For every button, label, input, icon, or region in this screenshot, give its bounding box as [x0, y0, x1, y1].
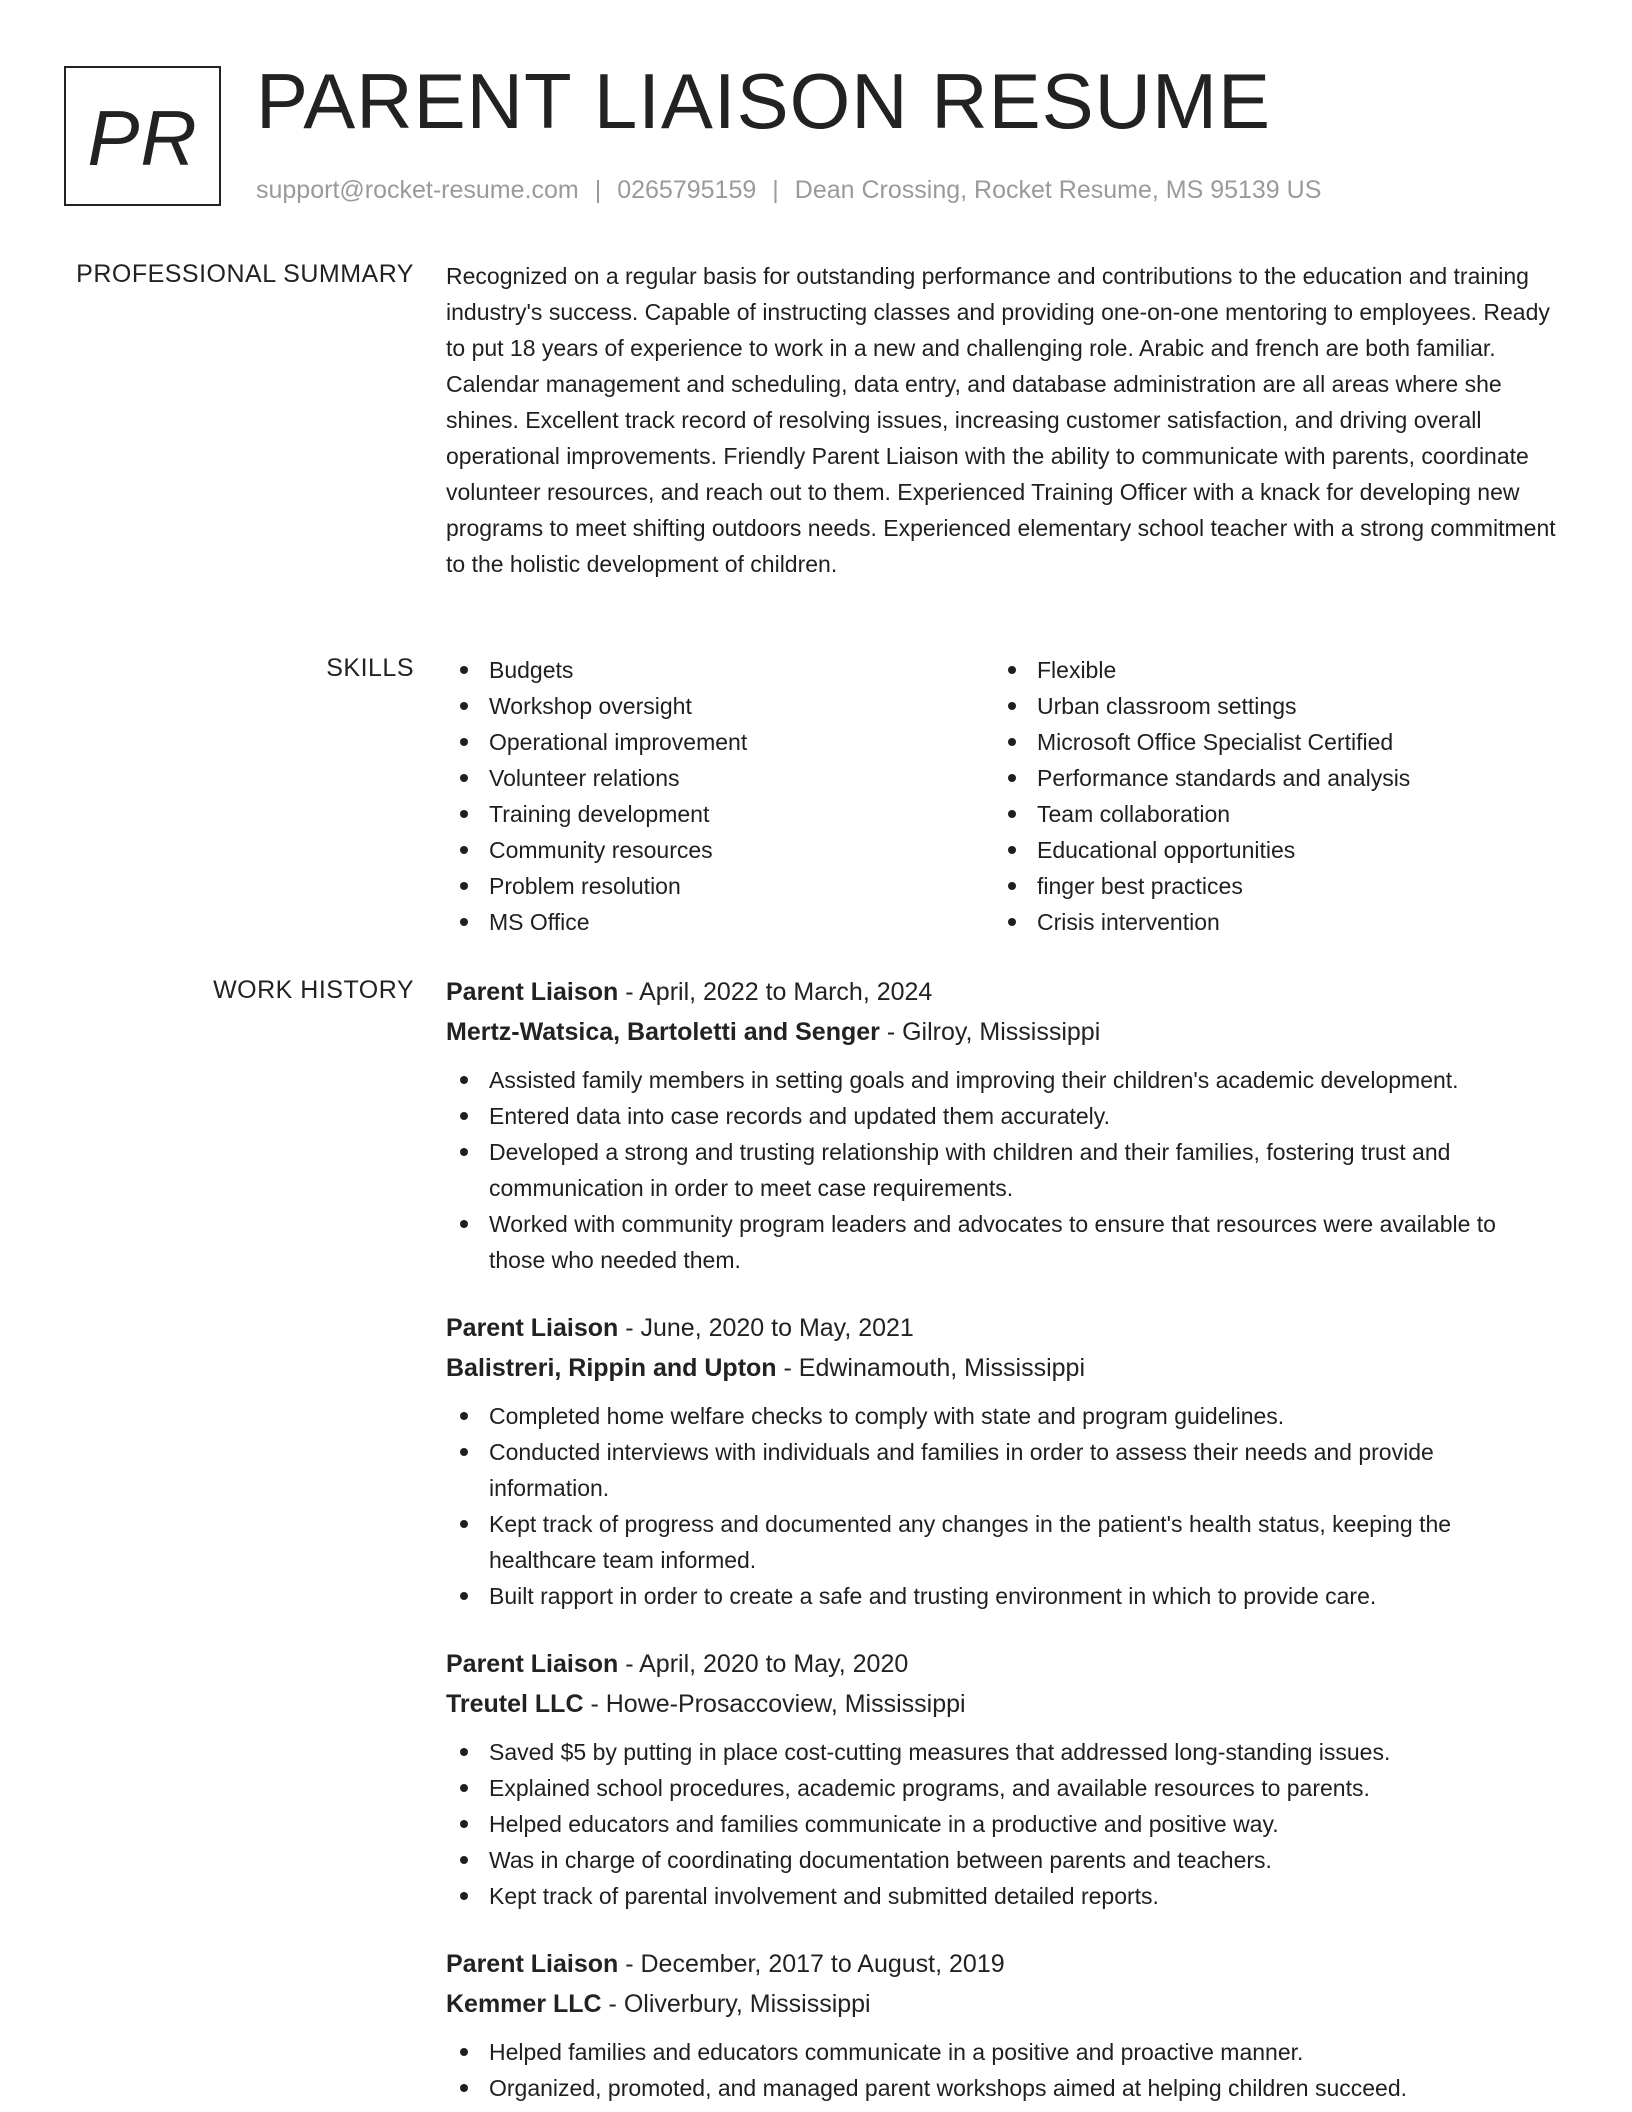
job-bullets: [446, 1734, 1558, 1914]
dash: -: [618, 1950, 641, 1978]
summary-heading: PROFESSIONAL SUMMARY: [76, 260, 414, 288]
job-bullet: Entered data into case records and updated them accurately.: [446, 1098, 1558, 1134]
job-bullet: Explained school procedures, academic programs, and available resources to parents.: [446, 1770, 1558, 1806]
job-dates: April, 2020 to May, 2020: [639, 1650, 909, 1678]
initials-text: PR: [87, 94, 198, 182]
skill-item: Performance standards and analysis: [994, 760, 1554, 796]
dash: -: [776, 1354, 799, 1382]
job-title: Parent Liaison: [446, 1650, 619, 1678]
job-entry: [446, 1644, 1558, 1914]
dash: -: [618, 978, 640, 1006]
job-title: Parent Liaison: [446, 1950, 619, 1978]
job-bullet: Helped families and educators communicate in a positive and proactive manner.: [446, 2034, 1558, 2070]
job-bullet: Kept track of progress and documented any changes in the patient's health status, keeping the healthcare team informed.: [446, 1506, 1558, 1578]
contact-phone: 0265795159: [617, 176, 757, 204]
dash: -: [879, 1018, 903, 1046]
job-company: Balistreri, Rippin and Upton: [446, 1354, 777, 1382]
job-company: Mertz-Watsica, Bartoletti and Senger: [446, 1018, 880, 1046]
skill-item: Problem resolution: [446, 868, 994, 904]
job-company-line: [446, 1684, 1558, 1724]
job-company: Treutel LLC: [446, 1690, 584, 1718]
dash: -: [618, 1314, 641, 1342]
job-company: Kemmer LLC: [446, 1990, 602, 2018]
job-location: Edwinamouth, Mississippi: [798, 1354, 1086, 1382]
skills-heading: SKILLS: [326, 654, 414, 682]
skill-item: Training development: [446, 796, 994, 832]
job-entry: [446, 972, 1558, 1278]
job-bullets: [446, 1062, 1558, 1278]
job-bullet: Was in charge of coordinating documentation between parents and teachers.: [446, 1842, 1558, 1878]
job-bullet: Conducted interviews with individuals and families in order to assess their needs and provide information.: [446, 1434, 1558, 1506]
skill-item: finger best practices: [994, 868, 1554, 904]
contact-address: Dean Crossing, Rocket Resume, MS 95139 US: [794, 176, 1322, 204]
job-bullets: [446, 2034, 1558, 2106]
job-company-line: [446, 1984, 1558, 2024]
skill-item: MS Office: [446, 904, 994, 940]
job-dates: April, 2022 to March, 2024: [639, 978, 933, 1006]
skill-item: Community resources: [446, 832, 994, 868]
skills-column-2: [994, 652, 1554, 940]
job-company-line: [446, 1012, 1558, 1052]
job-title-line: [446, 1644, 1558, 1684]
work-history-heading: WORK HISTORY: [213, 976, 414, 1004]
contact-line: [256, 174, 1321, 207]
skills-section: [446, 652, 1558, 940]
job-title: Parent Liaison: [446, 978, 619, 1006]
job-company-line: [446, 1348, 1558, 1388]
skill-item: Volunteer relations: [446, 760, 994, 796]
skill-item: Budgets: [446, 652, 994, 688]
contact-separator: |: [772, 176, 779, 204]
skill-item: Microsoft Office Specialist Certified: [994, 724, 1554, 760]
job-bullet: Developed a strong and trusting relationship with children and their families, fostering trust and communication in order to meet case requirements.: [446, 1134, 1558, 1206]
summary-text: Recognized on a regular basis for outstanding performance and contributions to the education and training industry's success. Capable of instructing classes and providing one-on-one mentoring to employees. Ready to put 18 years of experience to work in a new and challenging role. Arabic and french are both familiar. Calendar management and scheduling, data entry, and database administration are all areas where she shines. Excellent track record of resolving issues, increasing customer satisfaction, and driving overall operational improvements. Friendly Parent Liaison with the ability to communicate with parents, coordinate volunteer resources, and reach out to them. Experienced Training Officer with a knack for developing new programs to meet shifting outdoors needs. Experienced elementary school teacher with a strong commitment to the holistic development of children.: [446, 263, 1556, 577]
job-title: Parent Liaison: [446, 1314, 619, 1342]
job-location: Howe-Prosaccoview, Mississippi: [605, 1690, 966, 1718]
job-location: Oliverbury, Mississippi: [623, 1990, 871, 2018]
job-title-line: [446, 1944, 1558, 1984]
job-bullet: Organized, promoted, and managed parent workshops aimed at helping children succeed.: [446, 2070, 1558, 2106]
job-bullets: [446, 1398, 1558, 1614]
job-bullet: Worked with community program leaders and advocates to ensure that resources were available to those who needed them.: [446, 1206, 1558, 1278]
skill-item: Team collaboration: [994, 796, 1554, 832]
skill-item: Workshop oversight: [446, 688, 994, 724]
job-bullet: Completed home welfare checks to comply with state and program guidelines.: [446, 1398, 1558, 1434]
dash: -: [601, 1990, 624, 2018]
job-entry: [446, 1308, 1558, 1614]
work-history-section: [446, 972, 1558, 2112]
summary-section: [446, 258, 1558, 582]
job-location: Gilroy, Mississippi: [902, 1018, 1101, 1046]
job-bullet: Assisted family members in setting goals and improving their children's academic development.: [446, 1062, 1558, 1098]
skill-item: Operational improvement: [446, 724, 994, 760]
job-dates: June, 2020 to May, 2021: [640, 1314, 914, 1342]
initials-monogram: [64, 66, 221, 206]
job-bullet: Helped educators and families communicate in a productive and positive way.: [446, 1806, 1558, 1842]
job-dates: December, 2017 to August, 2019: [640, 1950, 1005, 1978]
job-title-line: [446, 1308, 1558, 1348]
dash: -: [583, 1690, 606, 1718]
contact-email: support@rocket-resume.com: [256, 176, 579, 204]
job-title-line: [446, 972, 1558, 1012]
job-bullet: Saved $5 by putting in place cost-cutting measures that addressed long-standing issues.: [446, 1734, 1558, 1770]
skills-column-1: [446, 652, 994, 940]
job-entry: [446, 1944, 1558, 2106]
skill-item: Educational opportunities: [994, 832, 1554, 868]
job-bullet: Kept track of parental involvement and submitted detailed reports.: [446, 1878, 1558, 1914]
dash: -: [618, 1650, 640, 1678]
skill-item: Crisis intervention: [994, 904, 1554, 940]
resume-title: PARENT LIAISON RESUME: [256, 57, 1272, 145]
skill-item: Urban classroom settings: [994, 688, 1554, 724]
skill-item: Flexible: [994, 652, 1554, 688]
contact-separator: |: [594, 176, 602, 204]
job-bullet: Built rapport in order to create a safe and trusting environment in which to provide care.: [446, 1578, 1558, 1614]
